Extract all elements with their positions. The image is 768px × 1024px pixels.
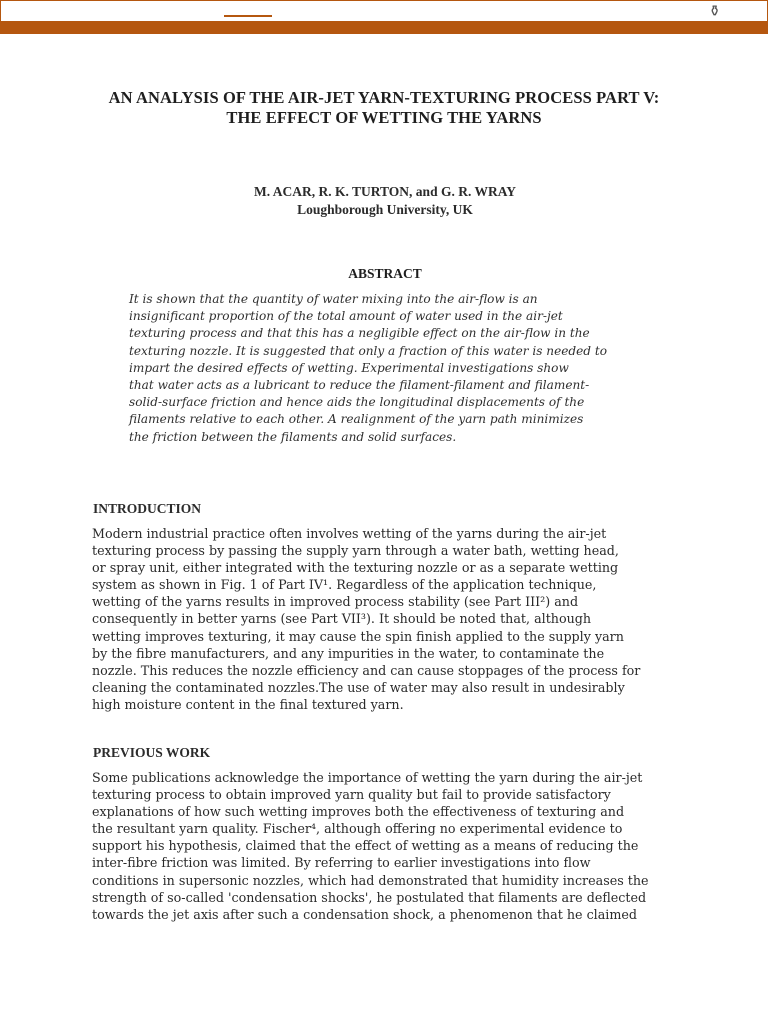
header-accent-band <box>0 22 768 34</box>
author-block <box>60 183 710 219</box>
paragraph-line: towards the jet axis after such a condensation shock, a phenomenon that he claimed <box>92 906 638 922</box>
abstract-line: texturing nozzle. It is suggested that only a fraction of this water is needed to <box>129 343 608 358</box>
paragraph-line: or spray unit, either integrated with the texturing nozzle or as a separate wetting <box>92 560 619 576</box>
top-header-bar <box>0 0 768 22</box>
paper-title-line-2: THE EFFECT OF WETTING THE YARNS <box>226 108 542 127</box>
paragraph-line: explanations of how such wetting improves both the effectiveness of texturing and <box>92 804 625 820</box>
affiliation: Loughborough University, UK <box>297 202 473 217</box>
paragraph-line: support his hypothesis, claimed that the effect of wetting as a means of reducing the <box>92 838 639 854</box>
abstract-line: that water acts as a lubricant to reduce the filament-filament and filament- <box>129 378 590 393</box>
abstract-body <box>129 291 654 446</box>
abstract-line: impart the desired effects of wetting. Experimental investigations show <box>129 360 569 375</box>
paragraph-line: system as shown in Fig. 1 of Part IV¹. Regardless of the application technique, <box>92 577 597 593</box>
paragraph-line: wetting improves texturing, it may cause the spin finish applied to the supply yarn <box>92 628 624 644</box>
paragraph-line: by the fibre manufacturers, and any impurities in the water, to contaminate the <box>92 645 605 661</box>
abstract-line: It is shown that the quantity of water mixing into the air-flow is an <box>129 292 538 306</box>
paragraph-line: nozzle. This reduces the nozzle efficiency and can cause stoppages of the process for <box>92 662 641 678</box>
paragraph-line: cleaning the contaminated nozzles.The use of water may also result in undesirably <box>92 679 625 695</box>
previous-work-paragraph <box>92 769 682 923</box>
authors: M. ACAR, R. K. TURTON, and G. R. WRAY <box>254 184 516 199</box>
paragraph-line: Some publications acknowledge the importance of wetting the yarn during the air-jet <box>92 770 643 785</box>
paragraph-line: wetting of the yarns results in improved process stability (see Part III²) and <box>92 594 579 610</box>
paragraph-line: texturing process by passing the supply yarn through a water bath, wetting head, <box>92 543 619 559</box>
paragraph-line: inter-fibre friction was limited. By referring to earlier investigations into flow <box>92 855 591 871</box>
abstract-line: filaments relative to each other. A realignment of the yarn path minimizes <box>129 412 584 427</box>
header-underline-mark <box>224 15 272 17</box>
paragraph-line: texturing process to obtain improved yarn quality but fail to provide satisfactory <box>92 787 611 803</box>
abstract-line: insignificant proportion of the total amount of water used in the air-jet <box>129 309 563 324</box>
paper-title-line-1: AN ANALYSIS OF THE AIR-JET YARN-TEXTURING PROCESS PART V: <box>108 88 660 107</box>
paper-title <box>60 88 708 128</box>
paragraph-line: consequently in better yarns (see Part VII³). It should be noted that, although <box>92 611 592 627</box>
publisher-logo-icon: ⚱ <box>708 2 721 20</box>
abstract-line: solid-surface friction and hence aids the longitudinal displacements of the <box>129 395 585 410</box>
paragraph-line: high moisture content in the final textured yarn. <box>92 696 404 712</box>
paragraph-line: strength of so-called 'condensation shocks', he postulated that filaments are deflected <box>92 889 647 905</box>
introduction-paragraph <box>92 525 682 713</box>
section-heading-previous-work: PREVIOUS WORK <box>93 745 211 760</box>
paragraph-line: the resultant yarn quality. Fischer⁴, although offering no experimental evidence to <box>92 821 623 837</box>
paragraph-line: Modern industrial practice often involves wetting of the yarns during the air-jet <box>92 526 607 541</box>
abstract-line: texturing process and that this has a negligible effect on the air-flow in the <box>129 326 590 341</box>
section-heading-introduction: INTRODUCTION <box>93 501 202 516</box>
paragraph-line: conditions in supersonic nozzles, which had demonstrated that humidity increases the <box>92 872 649 888</box>
abstract-line: the friction between the filaments and solid surfaces. <box>129 429 457 444</box>
abstract-heading: ABSTRACT <box>348 266 422 281</box>
